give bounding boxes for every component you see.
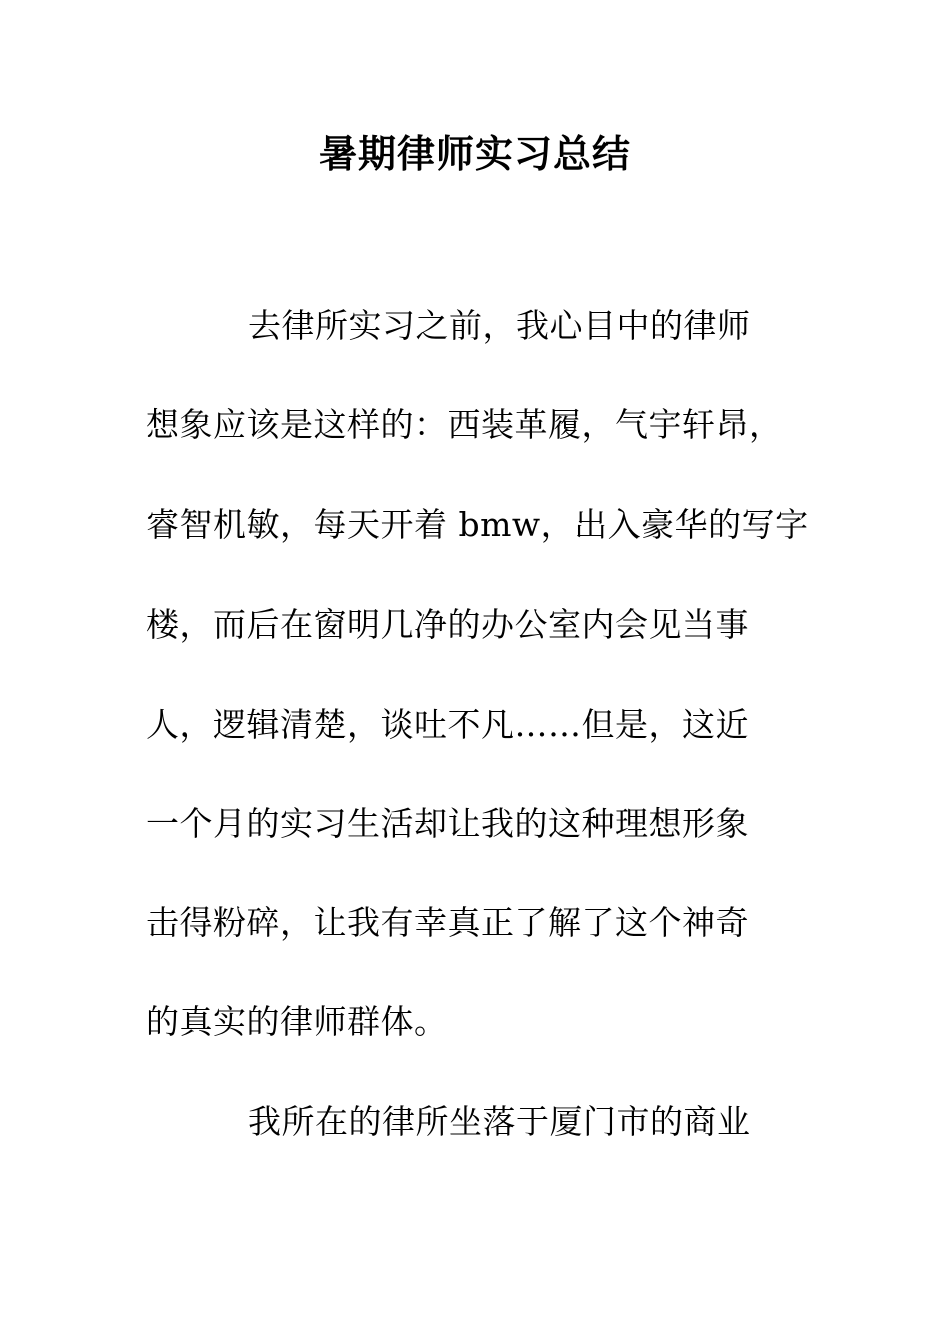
paragraph-1-line-6: 一个月的实习生活却让我的这种理想形象 xyxy=(146,804,749,843)
paragraph-2-line-1: 我所在的律所坐落于厦门市的商业 xyxy=(248,1102,751,1141)
paragraph-1-line-2: 想象应该是这样的：西装革履，气宇轩昂， xyxy=(146,405,783,444)
paragraph-1-line-4: 楼，而后在窗明几净的办公室内会见当事 xyxy=(146,605,749,644)
paragraph-1-line-8: 的真实的律师群体。 xyxy=(146,1002,448,1041)
document-title: 暑期律师实习总结 xyxy=(318,131,631,176)
paragraph-1-line-7: 击得粉碎，让我有幸真正了解了这个神奇 xyxy=(146,903,749,942)
paragraph-1-line-3: 睿智机敏，每天开着 bmw，出入豪华的写字 xyxy=(146,505,809,544)
paragraph-1-line-5: 人，逻辑清楚，谈吐不凡……但是，这近 xyxy=(146,705,749,744)
paragraph-1-line-1: 去律所实习之前，我心目中的律师 xyxy=(248,306,751,345)
